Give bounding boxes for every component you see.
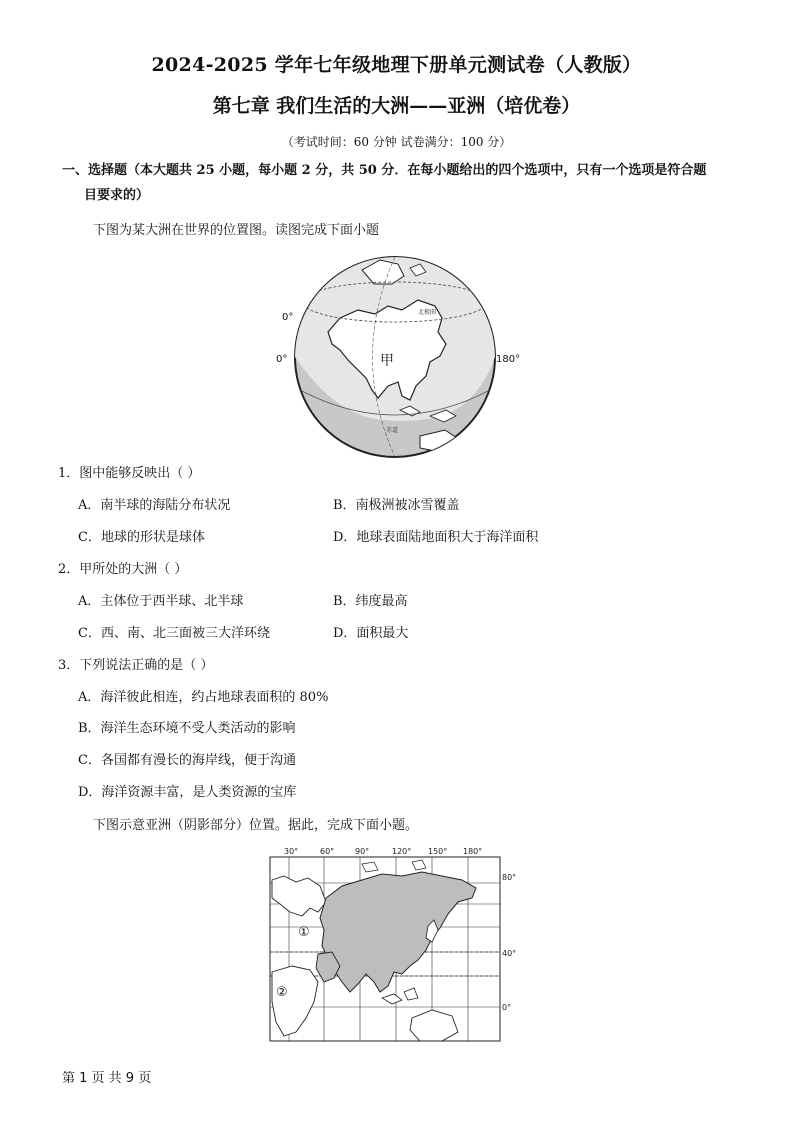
marker-2: ②: [276, 985, 288, 1000]
question-1-option-a[interactable]: A．南半球的海陆分布状况: [78, 498, 231, 513]
intro-map: 下图示意亚洲（阴影部分）位置。据此，完成下面小题。: [93, 818, 419, 833]
question-3-option-d[interactable]: D．海洋资源丰富，是人类资源的宝库: [78, 785, 297, 800]
question-3-option-c[interactable]: C．各国都有漫长的海岸线，便于沟通: [78, 753, 296, 768]
section-heading-line2: 目要求的）: [84, 188, 150, 203]
lon-label-180: 180°: [463, 847, 483, 856]
intro-globe: 下图为某大洲在世界的位置图。读图完成下面小题: [93, 223, 380, 238]
question-2-stem: 2．甲所处的大洲（ ）: [58, 562, 188, 577]
question-2-option-d[interactable]: D．面积最大: [333, 626, 409, 641]
marker-1: ①: [298, 925, 310, 940]
section-heading: [62, 158, 752, 208]
lon-label-150: 150°: [428, 847, 448, 856]
page-number: 第 1 页 共 9 页: [62, 1071, 152, 1086]
label-equator: 赤道: [386, 427, 399, 434]
question-3-stem: 3．下列说法正确的是（ ）: [58, 658, 214, 673]
question-3-option-a[interactable]: A．海洋彼此相连，约占地球表面积的 80%: [78, 690, 329, 705]
question-2-option-a[interactable]: A．主体位于西半球、北半球: [78, 594, 244, 609]
chapter-subtitle: 第七章 我们生活的大洲——亚洲（培优卷）: [212, 95, 581, 117]
exam-info: （考试时间：60 分钟 试卷满分：100 分）: [281, 135, 512, 149]
lon-label-30: 30°: [284, 847, 299, 856]
label-arctic-circle: 北极圈: [418, 309, 437, 316]
label-180: 180°: [496, 354, 520, 365]
label-0-left: 0°: [276, 354, 288, 365]
question-1-stem: 1．图中能够反映出（ ）: [58, 466, 201, 481]
question-1-option-c[interactable]: C．地球的形状是球体: [78, 530, 205, 545]
lat-label-40: 40°: [502, 949, 517, 958]
section-heading-line1: 一、选择题（本大题共 25 小题，每小题 2 分，共 50 分．在每小题给出的四个选项中，只有一个选项是符合题: [62, 163, 707, 178]
globe-figure: [270, 240, 520, 460]
asia-grid-map: [262, 842, 524, 1046]
question-3-option-b[interactable]: B．海洋生态环境不受人类活动的影响: [78, 721, 296, 736]
lon-label-90: 90°: [355, 847, 370, 856]
question-1-option-b[interactable]: B．南极洲被冰雪覆盖: [333, 498, 460, 513]
label-jia: 甲: [380, 353, 394, 369]
question-1-option-d[interactable]: D．地球表面陆地面积大于海洋面积: [333, 530, 539, 545]
question-2-option-b[interactable]: B．纬度最高: [333, 594, 408, 609]
lat-label-80: 80°: [502, 873, 517, 882]
lon-label-120: 120°: [392, 847, 412, 856]
lat-label-0: 0°: [502, 1003, 512, 1012]
label-0-upper: 0°: [282, 312, 294, 323]
question-2-option-c[interactable]: C．西、南、北三面被三大洋环绕: [78, 626, 270, 641]
exam-title: 2024-2025 学年七年级地理下册单元测试卷（人教版）: [151, 54, 642, 76]
lon-label-60: 60°: [320, 847, 335, 856]
